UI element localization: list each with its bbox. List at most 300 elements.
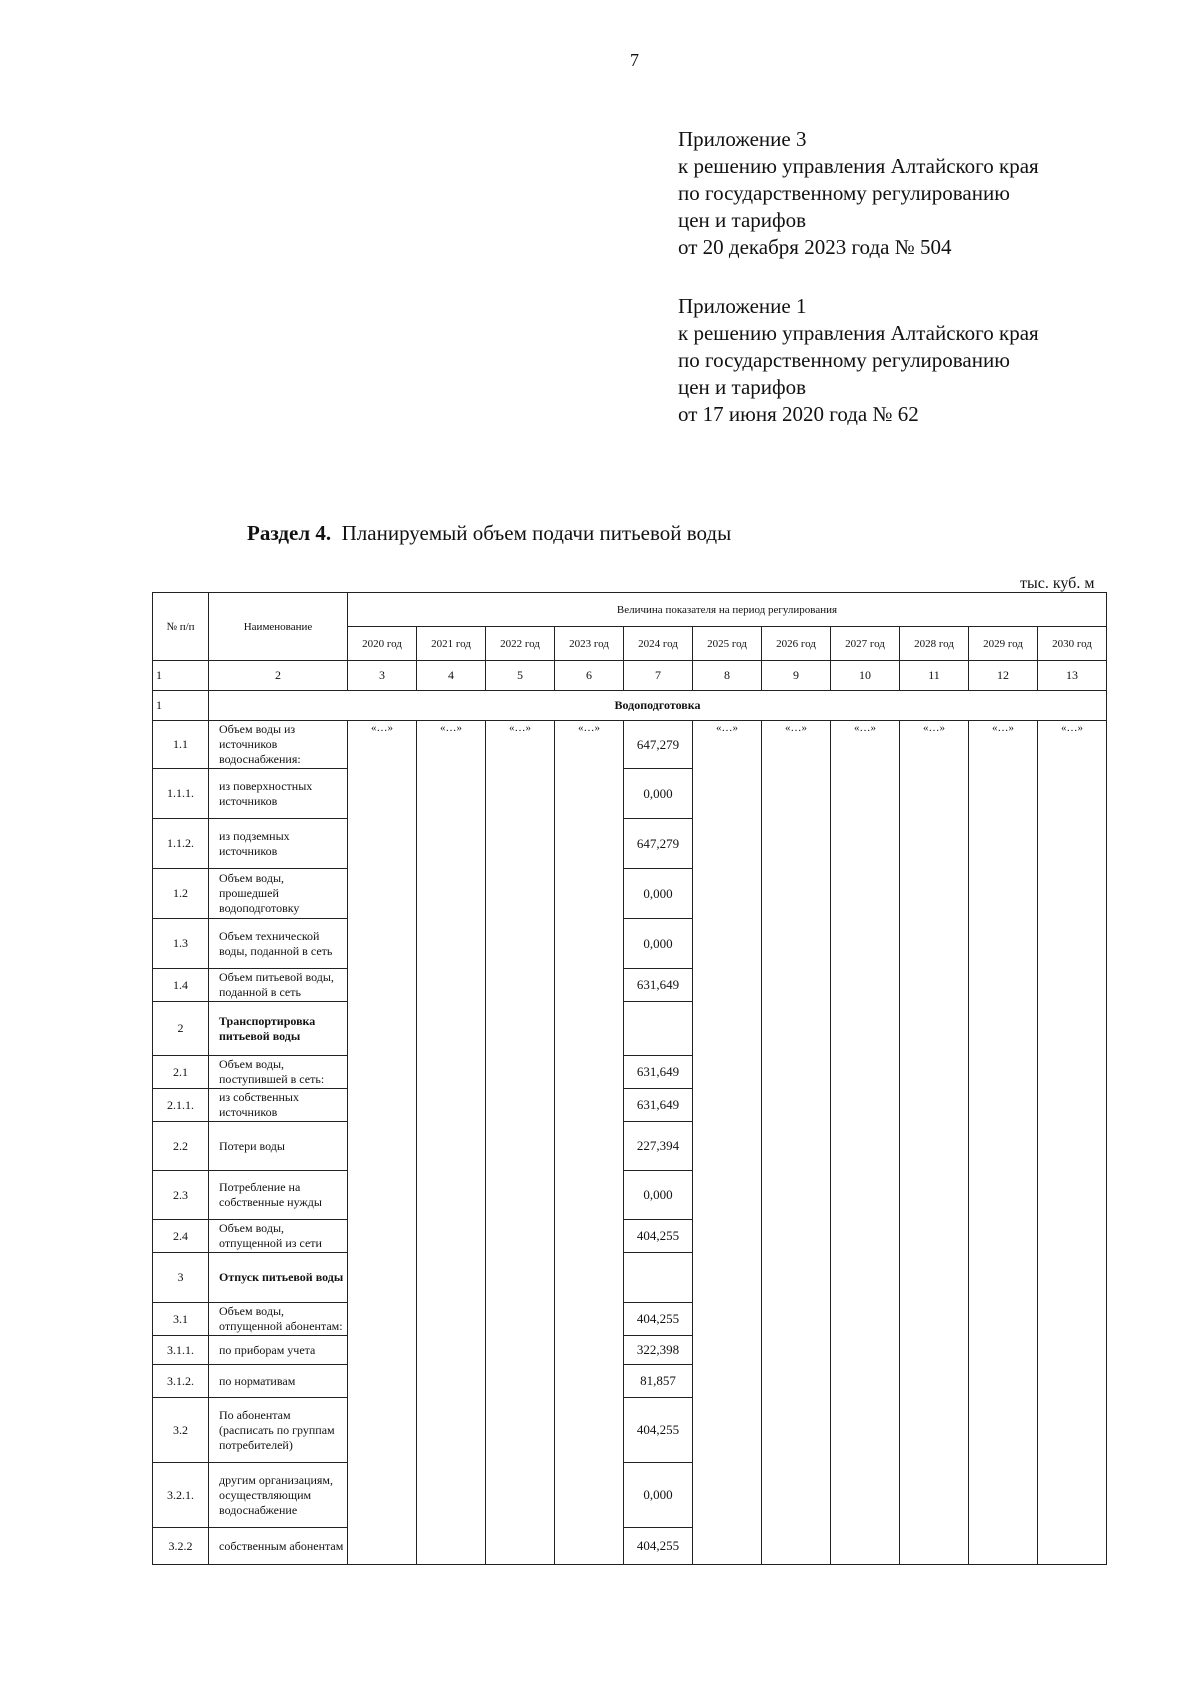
table-row: [153, 1303, 1107, 1336]
empty-cell: [900, 1220, 969, 1253]
empty-cell: [693, 1220, 762, 1253]
empty-cell: [348, 819, 417, 869]
empty-cell: [555, 1463, 624, 1528]
empty-cell: [1038, 1463, 1107, 1528]
empty-cell: [486, 1171, 555, 1220]
empty-cell: [555, 1528, 624, 1565]
section-title-cell: Водоподготовка: [209, 691, 1107, 721]
section-title: [247, 521, 731, 546]
empty-cell: [900, 1089, 969, 1122]
empty-cell: [831, 919, 900, 969]
table-row: [153, 769, 1107, 819]
section-num: 1: [153, 691, 209, 721]
empty-cell: [486, 1463, 555, 1528]
empty-cell: [900, 1303, 969, 1336]
header-year: 2021 год: [417, 627, 486, 661]
ellipsis-cell: «…»: [762, 721, 831, 769]
ellipsis-cell: «…»: [1038, 721, 1107, 769]
empty-cell: [555, 1398, 624, 1463]
empty-cell: [417, 1056, 486, 1089]
ellipsis-cell: «…»: [555, 721, 624, 769]
row-name: собственным абонентам: [209, 1528, 348, 1565]
column-number: 11: [900, 661, 969, 691]
empty-cell: [417, 919, 486, 969]
empty-cell: [969, 819, 1038, 869]
empty-cell: [969, 1398, 1038, 1463]
empty-cell: [417, 1122, 486, 1171]
empty-cell: [969, 1253, 1038, 1303]
empty-cell: [348, 1002, 417, 1056]
table-row: [153, 919, 1107, 969]
value-2024: 631,649: [624, 969, 693, 1002]
empty-cell: [417, 1398, 486, 1463]
empty-cell: [1038, 969, 1107, 1002]
ellipsis-cell: «…»: [417, 721, 486, 769]
empty-cell: [762, 1122, 831, 1171]
table-row: [153, 1089, 1107, 1122]
empty-cell: [555, 969, 624, 1002]
table-row: [153, 1528, 1107, 1565]
empty-cell: [762, 1220, 831, 1253]
empty-cell: [900, 919, 969, 969]
empty-cell: [693, 1056, 762, 1089]
empty-cell: [969, 1303, 1038, 1336]
empty-cell: [555, 1089, 624, 1122]
empty-cell: [348, 1303, 417, 1336]
empty-cell: [969, 1002, 1038, 1056]
column-number: 7: [624, 661, 693, 691]
row-name: Объем питьевой воды, поданной в сеть: [209, 969, 348, 1002]
row-name: Потребление на собственные нужды: [209, 1171, 348, 1220]
empty-cell: [417, 1336, 486, 1365]
empty-cell: [486, 769, 555, 819]
row-number: 1.2: [153, 869, 209, 919]
empty-cell: [1038, 1365, 1107, 1398]
data-table: [152, 592, 1107, 1565]
header-name: Наименование: [209, 593, 348, 661]
empty-cell: [555, 819, 624, 869]
empty-cell: [831, 1122, 900, 1171]
appendix-1-heading: [678, 293, 1039, 428]
empty-cell: [762, 1171, 831, 1220]
header-year: 2029 год: [969, 627, 1038, 661]
row-number: 3.1: [153, 1303, 209, 1336]
row-name: Объем воды, отпущенной абонентам:: [209, 1303, 348, 1336]
header-year: 2027 год: [831, 627, 900, 661]
value-2024: 0,000: [624, 1463, 693, 1528]
empty-cell: [486, 969, 555, 1002]
row-name: другим организациям, осуществляющим водоснабжение: [209, 1463, 348, 1528]
table-row: [153, 1365, 1107, 1398]
column-number: 13: [1038, 661, 1107, 691]
empty-cell: [348, 1528, 417, 1565]
empty-cell: [348, 1365, 417, 1398]
appendix-line: по государственному регулированию: [678, 181, 1010, 205]
empty-cell: [555, 919, 624, 969]
header-year: 2026 год: [762, 627, 831, 661]
empty-cell: [762, 1336, 831, 1365]
row-name: из поверхностных источников: [209, 769, 348, 819]
empty-cell: [1038, 1528, 1107, 1565]
empty-cell: [417, 1253, 486, 1303]
appendix-line: к решению управления Алтайского края: [678, 154, 1039, 178]
value-2024: 631,649: [624, 1089, 693, 1122]
empty-cell: [831, 969, 900, 1002]
table-row: [153, 1056, 1107, 1089]
row-name: По абонентам (расписать по группам потребителей): [209, 1398, 348, 1463]
section-label: Раздел 4.: [247, 521, 332, 545]
empty-cell: [1038, 819, 1107, 869]
table-row: [153, 1253, 1107, 1303]
row-name: по приборам учета: [209, 1336, 348, 1365]
table-row: [153, 1122, 1107, 1171]
empty-cell: [486, 1089, 555, 1122]
empty-cell: [693, 1122, 762, 1171]
units-label: тыс. куб. м: [1020, 575, 1095, 592]
empty-cell: [969, 1171, 1038, 1220]
row-number: 3.2.2: [153, 1528, 209, 1565]
header-year: 2028 год: [900, 627, 969, 661]
empty-cell: [831, 1336, 900, 1365]
value-2024: 404,255: [624, 1398, 693, 1463]
empty-cell: [831, 1002, 900, 1056]
empty-cell: [831, 1528, 900, 1565]
empty-cell: [1038, 1171, 1107, 1220]
empty-cell: [693, 1253, 762, 1303]
empty-cell: [1038, 869, 1107, 919]
empty-cell: [762, 919, 831, 969]
value-2024: [624, 1253, 693, 1303]
ellipsis-cell: «…»: [693, 721, 762, 769]
empty-cell: [486, 1253, 555, 1303]
empty-cell: [762, 1365, 831, 1398]
empty-cell: [969, 1336, 1038, 1365]
row-name: Объем воды, прошедшей водоподготовку: [209, 869, 348, 919]
value-2024: 0,000: [624, 919, 693, 969]
row-name: Потери воды: [209, 1122, 348, 1171]
empty-cell: [1038, 1303, 1107, 1336]
empty-cell: [486, 1056, 555, 1089]
empty-cell: [969, 919, 1038, 969]
empty-cell: [555, 869, 624, 919]
table-row: [153, 819, 1107, 869]
table-row: [153, 1220, 1107, 1253]
empty-cell: [1038, 919, 1107, 969]
column-number: 10: [831, 661, 900, 691]
row-number: 2.4: [153, 1220, 209, 1253]
empty-cell: [486, 919, 555, 969]
column-number: 3: [348, 661, 417, 691]
value-2024: 404,255: [624, 1220, 693, 1253]
empty-cell: [486, 1398, 555, 1463]
empty-cell: [417, 1089, 486, 1122]
empty-cell: [900, 1463, 969, 1528]
empty-cell: [693, 1002, 762, 1056]
appendix-line: Приложение 1: [678, 294, 807, 318]
row-name: Отпуск питьевой воды: [209, 1253, 348, 1303]
empty-cell: [900, 869, 969, 919]
empty-cell: [969, 1463, 1038, 1528]
value-2024: 227,394: [624, 1122, 693, 1171]
empty-cell: [348, 1122, 417, 1171]
empty-cell: [900, 1122, 969, 1171]
column-number: 9: [762, 661, 831, 691]
row-number: 1.1.1.: [153, 769, 209, 819]
header-year: 2022 год: [486, 627, 555, 661]
empty-cell: [762, 1463, 831, 1528]
ellipsis-cell: «…»: [831, 721, 900, 769]
table-row: [153, 1398, 1107, 1463]
empty-cell: [555, 1253, 624, 1303]
empty-cell: [900, 819, 969, 869]
empty-cell: [417, 769, 486, 819]
empty-cell: [555, 769, 624, 819]
empty-cell: [693, 969, 762, 1002]
header-year: 2030 год: [1038, 627, 1107, 661]
value-2024: [624, 1002, 693, 1056]
empty-cell: [693, 1528, 762, 1565]
row-name: Объем воды из источников водоснабжения:: [209, 721, 348, 769]
empty-cell: [417, 1365, 486, 1398]
ellipsis-cell: «…»: [486, 721, 555, 769]
empty-cell: [348, 919, 417, 969]
empty-cell: [969, 1220, 1038, 1253]
empty-cell: [900, 1056, 969, 1089]
row-name: по нормативам: [209, 1365, 348, 1398]
empty-cell: [762, 869, 831, 919]
empty-cell: [486, 1002, 555, 1056]
empty-cell: [762, 1089, 831, 1122]
empty-cell: [348, 1220, 417, 1253]
empty-cell: [900, 1002, 969, 1056]
empty-cell: [831, 1303, 900, 1336]
appendix-line: к решению управления Алтайского края: [678, 321, 1039, 345]
empty-cell: [831, 769, 900, 819]
empty-cell: [1038, 1002, 1107, 1056]
empty-cell: [762, 1002, 831, 1056]
header-period: Величина показателя на период регулирования: [348, 593, 1107, 627]
empty-cell: [900, 1398, 969, 1463]
empty-cell: [762, 969, 831, 1002]
table-row: [153, 1171, 1107, 1220]
value-2024: 0,000: [624, 869, 693, 919]
empty-cell: [348, 769, 417, 819]
empty-cell: [486, 869, 555, 919]
empty-cell: [969, 769, 1038, 819]
value-2024: 647,279: [624, 721, 693, 769]
ellipsis-cell: «…»: [348, 721, 417, 769]
empty-cell: [831, 1253, 900, 1303]
empty-cell: [417, 1528, 486, 1565]
empty-cell: [762, 769, 831, 819]
section-name: Планируемый объем подачи питьевой воды: [341, 521, 732, 545]
empty-cell: [555, 1056, 624, 1089]
empty-cell: [900, 1336, 969, 1365]
empty-cell: [1038, 1122, 1107, 1171]
empty-cell: [486, 1303, 555, 1336]
empty-cell: [348, 969, 417, 1002]
empty-cell: [555, 1336, 624, 1365]
empty-cell: [762, 1253, 831, 1303]
ellipsis-cell: «…»: [900, 721, 969, 769]
value-2024: 404,255: [624, 1528, 693, 1565]
value-2024: 404,255: [624, 1303, 693, 1336]
header-year: 2020 год: [348, 627, 417, 661]
empty-cell: [693, 1463, 762, 1528]
empty-cell: [486, 1220, 555, 1253]
table-row: [153, 1463, 1107, 1528]
empty-cell: [348, 1398, 417, 1463]
appendix-line: от 20 декабря 2023 года № 504: [678, 235, 952, 259]
empty-cell: [555, 1220, 624, 1253]
empty-cell: [693, 919, 762, 969]
row-number: 1.1: [153, 721, 209, 769]
table-row: [153, 969, 1107, 1002]
column-number: 4: [417, 661, 486, 691]
row-number: 3.2.1.: [153, 1463, 209, 1528]
value-2024: 631,649: [624, 1056, 693, 1089]
header-year: 2025 год: [693, 627, 762, 661]
empty-cell: [762, 1303, 831, 1336]
empty-cell: [969, 1089, 1038, 1122]
ellipsis-cell: «…»: [969, 721, 1038, 769]
value-2024: 322,398: [624, 1336, 693, 1365]
empty-cell: [831, 869, 900, 919]
empty-cell: [486, 1528, 555, 1565]
empty-cell: [486, 1336, 555, 1365]
empty-cell: [348, 1336, 417, 1365]
table-row: [153, 1336, 1107, 1365]
empty-cell: [969, 1528, 1038, 1565]
column-number: 5: [486, 661, 555, 691]
header-num: № п/п: [153, 593, 209, 661]
empty-cell: [1038, 1056, 1107, 1089]
appendix-line: от 17 июня 2020 года № 62: [678, 402, 919, 426]
empty-cell: [900, 1171, 969, 1220]
empty-cell: [969, 1056, 1038, 1089]
row-number: 2: [153, 1002, 209, 1056]
empty-cell: [762, 1398, 831, 1463]
empty-cell: [417, 1171, 486, 1220]
row-name: Транспортировка питьевой воды: [209, 1002, 348, 1056]
empty-cell: [693, 1398, 762, 1463]
empty-cell: [969, 969, 1038, 1002]
empty-cell: [417, 869, 486, 919]
empty-cell: [831, 1089, 900, 1122]
row-number: 3: [153, 1253, 209, 1303]
empty-cell: [900, 1253, 969, 1303]
empty-cell: [555, 1171, 624, 1220]
empty-cell: [831, 819, 900, 869]
empty-cell: [1038, 1220, 1107, 1253]
empty-cell: [348, 869, 417, 919]
column-number: 12: [969, 661, 1038, 691]
empty-cell: [900, 1528, 969, 1565]
header-year: 2024 год: [624, 627, 693, 661]
empty-cell: [1038, 1253, 1107, 1303]
empty-cell: [693, 1336, 762, 1365]
empty-cell: [693, 1089, 762, 1122]
row-number: 3.1.2.: [153, 1365, 209, 1398]
empty-cell: [969, 869, 1038, 919]
empty-cell: [417, 1463, 486, 1528]
row-number: 2.2: [153, 1122, 209, 1171]
empty-cell: [348, 1253, 417, 1303]
empty-cell: [555, 1122, 624, 1171]
table-row: [153, 1002, 1107, 1056]
empty-cell: [969, 1122, 1038, 1171]
empty-cell: [486, 819, 555, 869]
empty-cell: [1038, 1089, 1107, 1122]
empty-cell: [1038, 769, 1107, 819]
appendix-line: цен и тарифов: [678, 375, 807, 399]
row-number: 1.1.2.: [153, 819, 209, 869]
empty-cell: [831, 1171, 900, 1220]
table-row: [153, 869, 1107, 919]
column-number: 2: [209, 661, 348, 691]
empty-cell: [417, 1220, 486, 1253]
row-number: 3.1.1.: [153, 1336, 209, 1365]
empty-cell: [555, 1365, 624, 1398]
appendix-line: цен и тарифов: [678, 208, 807, 232]
empty-cell: [831, 1056, 900, 1089]
empty-cell: [555, 1303, 624, 1336]
empty-cell: [693, 819, 762, 869]
column-number: 8: [693, 661, 762, 691]
empty-cell: [417, 969, 486, 1002]
empty-cell: [348, 1089, 417, 1122]
page-number: 7: [630, 50, 639, 70]
empty-cell: [762, 1056, 831, 1089]
row-number: 1.3: [153, 919, 209, 969]
column-number: 6: [555, 661, 624, 691]
value-2024: 0,000: [624, 1171, 693, 1220]
empty-cell: [762, 1528, 831, 1565]
value-2024: 0,000: [624, 769, 693, 819]
value-2024: 647,279: [624, 819, 693, 869]
row-name: из собственных источников: [209, 1089, 348, 1122]
empty-cell: [900, 969, 969, 1002]
header-year: 2023 год: [555, 627, 624, 661]
empty-cell: [1038, 1336, 1107, 1365]
empty-cell: [417, 819, 486, 869]
empty-cell: [417, 1002, 486, 1056]
empty-cell: [900, 1365, 969, 1398]
empty-cell: [486, 1122, 555, 1171]
table-row: [153, 721, 1107, 769]
row-number: 2.1.1.: [153, 1089, 209, 1122]
empty-cell: [693, 1171, 762, 1220]
empty-cell: [486, 1365, 555, 1398]
row-number: 2.3: [153, 1171, 209, 1220]
row-number: 3.2: [153, 1398, 209, 1463]
empty-cell: [969, 1365, 1038, 1398]
empty-cell: [831, 1365, 900, 1398]
appendix-line: по государственному регулированию: [678, 348, 1010, 372]
empty-cell: [348, 1171, 417, 1220]
column-number: 1: [153, 661, 209, 691]
row-name: Объем воды, отпущенной из сети: [209, 1220, 348, 1253]
appendix-3-heading: [678, 126, 1039, 261]
empty-cell: [555, 1002, 624, 1056]
empty-cell: [831, 1463, 900, 1528]
empty-cell: [417, 1303, 486, 1336]
empty-cell: [693, 769, 762, 819]
empty-cell: [693, 1365, 762, 1398]
row-number: 1.4: [153, 969, 209, 1002]
row-name: Объем воды, поступившей в сеть:: [209, 1056, 348, 1089]
row-name: Объем технической воды, поданной в сеть: [209, 919, 348, 969]
